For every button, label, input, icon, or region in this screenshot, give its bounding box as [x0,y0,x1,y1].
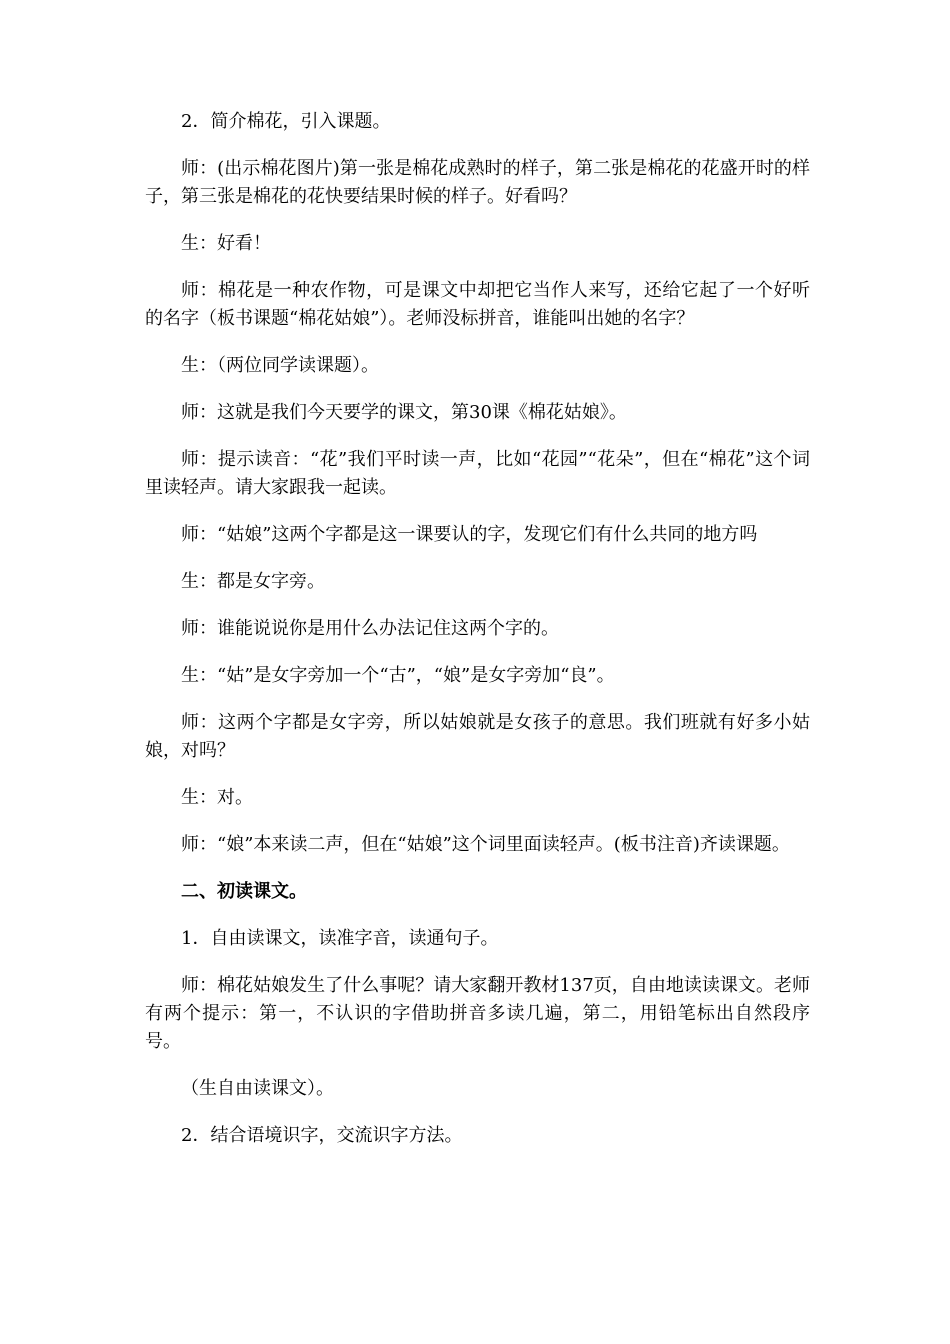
teacher-line-lesson-30: 师：这就是我们今天要学的课文，第30课《棉花姑娘》。 [181,402,627,423]
student-line-components: 生：“姑”是女字旁加一个“古”，“娘”是女字旁加“良”。 [181,665,615,686]
student-line-read-title: 生：（两位同学读课题）。 [181,355,379,376]
document-page [145,108,810,1150]
teacher-line-pronunciation: 师：提示读音：“花”我们平时读一声，比如“花园”“花朵”，但在“棉花”这个词里读轻声。请大家跟我一起读。 [145,449,810,498]
teacher-line-textbook: 师：棉花姑娘发生了什么事呢？请大家翻开教材137页，自由地读读课文。老师有两个提示：第一，不认识的字借助拼音多读几遍，第二，用铅笔标出自然段序号。 [145,975,810,1052]
teacher-line-meaning: 师：这两个字都是女字旁，所以姑娘就是女孩子的意思。我们班就有好多小姑娘，对吗？ [145,712,810,761]
teacher-line-tone: 师：“娘”本来读二声，但在“姑娘”这个词里面读轻声。(板书注音)齐读课题。 [181,834,790,855]
student-line-beautiful: 生：好看！ [181,233,271,254]
section-item-context-literacy: 2．结合语境识字，交流识字方法。 [181,1125,463,1146]
student-line-radical: 生：都是女字旁。 [181,571,325,592]
section-heading-first-reading: 二、初读课文。 [181,881,307,902]
teacher-line-memorize: 师：谁能说说你是用什么办法记住这两个字的。 [181,618,559,639]
teacher-line-common-feature: 师：“姑娘”这两个字都是这一课要认的字，发现它们有什么共同的地方吗 [181,524,758,545]
section-item-free-reading: 1．自由读课文，读准字音，读通句子。 [181,928,499,949]
student-line-yes: 生：对。 [181,787,253,808]
teacher-line-show-pictures: 师：(出示棉花图片)第一张是棉花成熟时的样子，第二张是棉花的花盛开时的样子，第三张是棉花的花快要结果时候的样子。好看吗？ [145,158,810,207]
student-action-free-reading: （生自由读课文）。 [181,1078,334,1099]
teacher-line-title: 师：棉花是一种农作物，可是课文中却把它当作人来写，还给它起了一个好听的名字（板书课题“棉花姑娘”）。老师没标拼音，谁能叫出她的名字？ [145,280,810,329]
section-item-intro-cotton: 2．简介棉花，引入课题。 [181,111,391,132]
